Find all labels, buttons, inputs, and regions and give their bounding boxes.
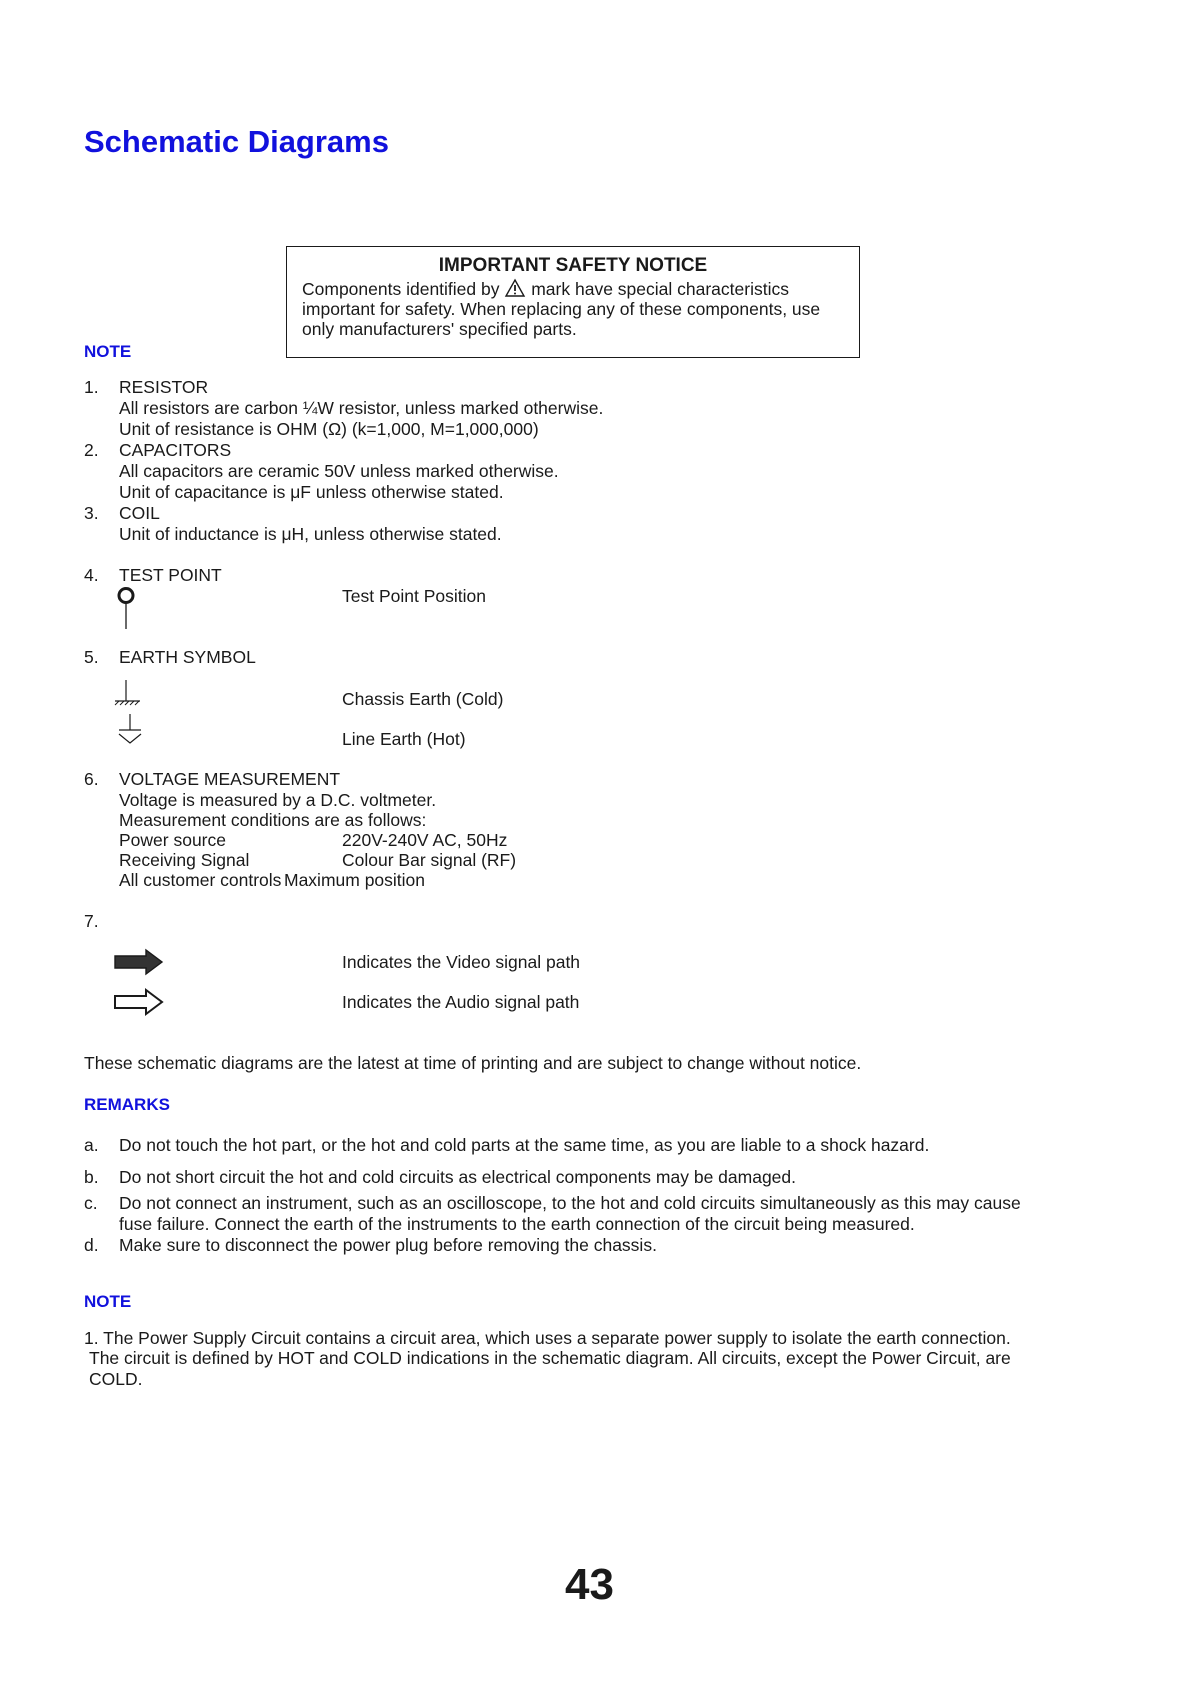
audio-signal-desc: Indicates the Audio signal path [342,992,580,1012]
note-text: All capacitors are ceramic 50V unless marked otherwise. [119,461,559,481]
condition-label: Power source [119,830,226,850]
note-text: Unit of resistance is OHM (Ω) (k=1,000, M=1,000,000) [119,419,539,439]
note-title-earth-symbol: EARTH SYMBOL [119,647,256,667]
test-point-desc: Test Point Position [342,586,486,606]
video-signal-desc: Indicates the Video signal path [342,952,581,972]
note2-text: The circuit is defined by HOT and COLD indications in the schematic diagram. All circuits, except the Power Circuit, are [89,1348,1011,1368]
note-title-capacitors: CAPACITORS [119,440,232,460]
audio-signal-arrow-icon [114,988,164,1016]
condition-label: All customer controls [119,870,282,890]
note-text: Unit of capacitance is μF unless otherwise stated. [119,482,504,502]
remark-text: Make sure to disconnect the power plug before removing the chassis. [119,1235,657,1255]
condition-value: 220V-240V AC, 50Hz [342,830,508,850]
remark-letter: a. [84,1135,99,1155]
note2-text: 1. The Power Supply Circuit contains a circuit area, which uses a separate power supply to isolate the earth connection. [84,1328,1011,1348]
warning-triangle-icon [505,279,525,297]
note-text: Voltage is measured by a D.C. voltmeter. [119,790,437,810]
remark-letter: b. [84,1167,99,1187]
page-number: 43 [565,1560,614,1609]
remark-text: fuse failure. Connect the earth of the instruments to the earth connection of the circuit being measured. [119,1214,915,1234]
note2-heading: NOTE [84,1292,132,1311]
safety-notice-line-2: important for safety. When replacing any of these components, use [302,299,821,319]
note-number: 7. [84,911,99,931]
note-number: 1. [84,377,99,397]
safety-notice-line-3: only manufacturers' specified parts. [302,319,577,339]
note-title-test-point: TEST POINT [119,565,222,585]
safety-notice-line1-before: Components identified by [302,279,500,299]
condition-label: Receiving Signal [119,850,250,870]
line-earth-icon [117,713,143,745]
note-title-resistor: RESISTOR [119,377,209,397]
note-text: All resistors are carbon ¼W resistor, unless marked otherwise. [119,398,604,418]
note-number: 4. [84,565,99,585]
line-earth-label: Line Earth (Hot) [342,729,466,749]
note-title-coil: COIL [119,503,160,523]
chassis-earth-label: Chassis Earth (Cold) [342,689,504,709]
note-text: Unit of inductance is μH, unless otherwise stated. [119,524,502,544]
note-heading: NOTE [84,342,132,361]
note-number: 3. [84,503,99,523]
safety-notice-line-1 [302,279,789,299]
note-number: 5. [84,647,99,667]
remark-letter: c. [84,1193,98,1213]
note-number: 6. [84,769,99,789]
note-number: 2. [84,440,99,460]
note-text: Measurement conditions are as follows: [119,810,427,830]
remark-letter: d. [84,1235,99,1255]
remark-text: Do not touch the hot part, or the hot and cold parts at the same time, as you are liable to a shock hazard. [119,1135,930,1155]
safety-notice-title: IMPORTANT SAFETY NOTICE [438,255,708,276]
remark-text: Do not short circuit the hot and cold circuits as electrical components may be damaged. [119,1167,797,1187]
safety-notice-box [286,246,860,358]
chassis-earth-icon [110,679,142,705]
safety-notice-line1-after: mark have special characteristics [531,279,789,299]
remarks-heading: REMARKS [84,1095,170,1114]
condition-value: Colour Bar signal (RF) [342,850,517,870]
condition-value: Maximum position [284,870,426,890]
disclaimer-text: These schematic diagrams are the latest at time of printing and are subject to change without notice. [84,1053,862,1073]
note2-text: COLD. [89,1369,143,1389]
test-point-icon [114,587,138,631]
page-title: Schematic Diagrams [84,124,389,159]
note-title-voltage-measurement: VOLTAGE MEASUREMENT [119,769,341,789]
video-signal-arrow-icon [114,948,164,976]
remark-text: Do not connect an instrument, such as an oscilloscope, to the hot and cold circuits simultaneously as this may cause [119,1193,1021,1213]
